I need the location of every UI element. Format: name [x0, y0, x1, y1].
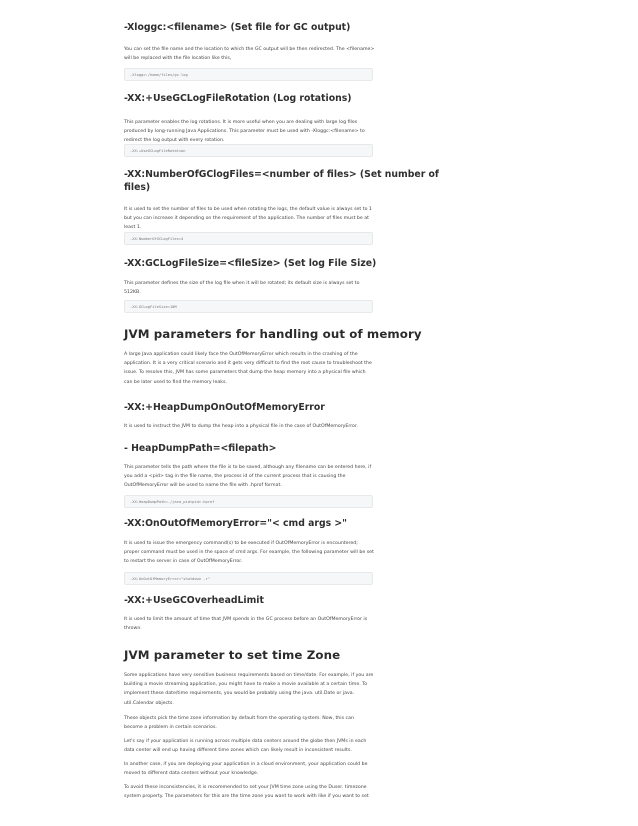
heading-line: files) — [124, 181, 151, 193]
para-line: It is used to issue the emergency command(s) to be executed if OutOfMemoryError is encountered; — [124, 541, 358, 546]
code-block-xloggc: -Xloggc:/home/files/gc.log — [124, 68, 373, 81]
para-line: To avoid these inconsistencies, it is recommended to set your JVM time zone using the Duser. timezone — [124, 785, 367, 790]
para-xloggc — [124, 45, 524, 63]
para-line: OutOfMemoryError will be used to name the file with .hprof format. — [124, 483, 282, 489]
para-line: can be later used to find the memory leaks. — [124, 379, 227, 385]
heading-time-zone: JVM parameter to set time Zone — [124, 648, 341, 662]
para-time-zone-1 — [124, 671, 524, 708]
para-line: application. It is a very critical scenario and it gets very difficult to find the root cause to troubleshoot the — [124, 361, 372, 367]
code-block-gclog-file-size: -XX:GCLogFileSize=10M — [124, 300, 373, 313]
para-line: data center will end up having different time zones which can likely result in inconsistent results. — [124, 748, 352, 754]
para-heap-dump-path — [124, 463, 524, 491]
para-line: Some applications have very sensitive business requirements based on time/date. For example, if you are — [124, 673, 374, 678]
para-time-zone-4 — [124, 760, 524, 778]
para-line: to restart the server in case of OutOfMemoryError. — [124, 559, 243, 565]
para-line: will be replaced with the file location like this, — [124, 56, 232, 62]
para-line: It is used to set the number of files to be used when rotating the logs, the default value is always set to 1 — [124, 207, 372, 212]
para-line: In another case, if you are deploying your application in a cloud environment, your application could be — [124, 762, 368, 767]
para-line: It is used to instruct the JVM to dump the heap into a physical file in the case of OutOfMemoryError. — [124, 424, 358, 429]
code-block-gclog-rotation: -XX:+UseGCLogFileRotation — [124, 144, 373, 157]
para-line: This parameter tells the path where the file is to be saved, although any filename can be entered here, if — [124, 465, 372, 470]
para-time-zone-5 — [124, 783, 524, 801]
para-line: moved to different data centers without your knowledge. — [124, 771, 259, 777]
para-gc-overhead-limit — [124, 615, 524, 633]
heading-number-of-gclog-files — [124, 169, 439, 194]
para-line: system property. The parameters for this are the time zone you want to work with like if you want to set — [124, 794, 369, 800]
para-number-of-gclog-files — [124, 205, 524, 233]
para-line: This parameter enables the log rotations. It is more useful when you are dealing with large log files — [124, 120, 358, 125]
para-line: This parameter defines the size of the log file when it will be rotated; its default size is always set to — [124, 281, 360, 286]
para-line: building a movie streaming application, you might have to make a movie available at a certain time. To — [124, 682, 368, 688]
heading-out-of-memory: JVM parameters for handling out of memory — [124, 327, 422, 341]
para-gclog-rotation — [124, 118, 524, 146]
para-gclog-file-size — [124, 279, 524, 297]
para-line: These objects pick the time zone information by default from the operating system. Now, this can — [124, 716, 354, 721]
heading-line: -XX:NumberOfGClogFiles=<number of files> (Set number of — [124, 169, 439, 180]
para-line: you add a <pid> tag in the file name, the process id of the current process that is causing the — [124, 474, 346, 480]
heading-gc-overhead-limit: -XX:+UseGCOverheadLimit — [124, 595, 264, 606]
para-time-zone-2 — [124, 714, 524, 732]
para-line: least 1. — [124, 225, 142, 231]
para-line: A large Java application could likely face the OutOfMemoryError which results in the crashing of the — [124, 352, 358, 357]
para-line: Let's say if your application is running across multiple data centers around the globe then JVMs in each — [124, 739, 367, 744]
para-time-zone-3 — [124, 737, 524, 755]
para-heap-dump-on-oom — [124, 422, 524, 431]
code-block-number-of-gclog-files: -XX:NumberOfGCLogFiles=4 — [124, 232, 373, 245]
heading-heap-dump-path: - HeapDumpPath=<filepath> — [124, 443, 277, 454]
heading-gclog-rotation: -XX:+UseGCLogFileRotation (Log rotations) — [124, 93, 352, 104]
para-line: 512KB. — [124, 290, 141, 296]
para-line: become a problem in certain scenarios. — [124, 725, 217, 731]
heading-heap-dump-on-oom: -XX:+HeapDumpOnOutOfMemoryError — [124, 402, 325, 413]
para-line: util.Calendar objects. — [124, 700, 174, 706]
section-xloggc — [124, 22, 350, 35]
para-line: You can set the file name and the location to which the GC output will be then redirected. The <filename> — [124, 47, 375, 52]
para-on-oom-command — [124, 539, 524, 567]
code-block-on-oom-command: -XX:OnOutOfMemoryError="shutdown -r" — [124, 572, 373, 585]
code-block-heap-dump-path: -XX:HeapDumpPath=./java_pid<pid>.hprof — [124, 495, 373, 508]
heading-gclog-file-size: -XX:GCLogFileSize=<fileSize> (Set log File Size) — [124, 258, 377, 269]
heading-on-oom-command: -XX:OnOutOfMemoryError="< cmd args >" — [124, 518, 348, 529]
para-line: implement these date/time requirements, you would be probably using the java. util.Date or java. — [124, 691, 355, 697]
para-line: proper command must be used in the space of cmd args. For example, the following parameter will be set — [124, 550, 374, 556]
para-line: produced by long-running Java Applications. This parameter must be used with -Xloggc:<filename> to — [124, 129, 365, 135]
para-line: but you can increase it depending on the requirement of the application. The number of files must be at — [124, 216, 369, 222]
para-out-of-memory — [124, 350, 524, 387]
para-line: issue. To resolve this, JVM has some parameters that dump the heap memory into a physical file which — [124, 370, 366, 376]
para-line: redirect the log output with every rotation. — [124, 138, 225, 144]
para-line: It is used to limit the amount of time that JVM spends in the GC process before an OutOfMemoryError is — [124, 617, 368, 622]
para-line: thrown. — [124, 626, 142, 632]
heading-xloggc: -Xloggc:<filename> (Set file for GC output) — [124, 22, 351, 33]
